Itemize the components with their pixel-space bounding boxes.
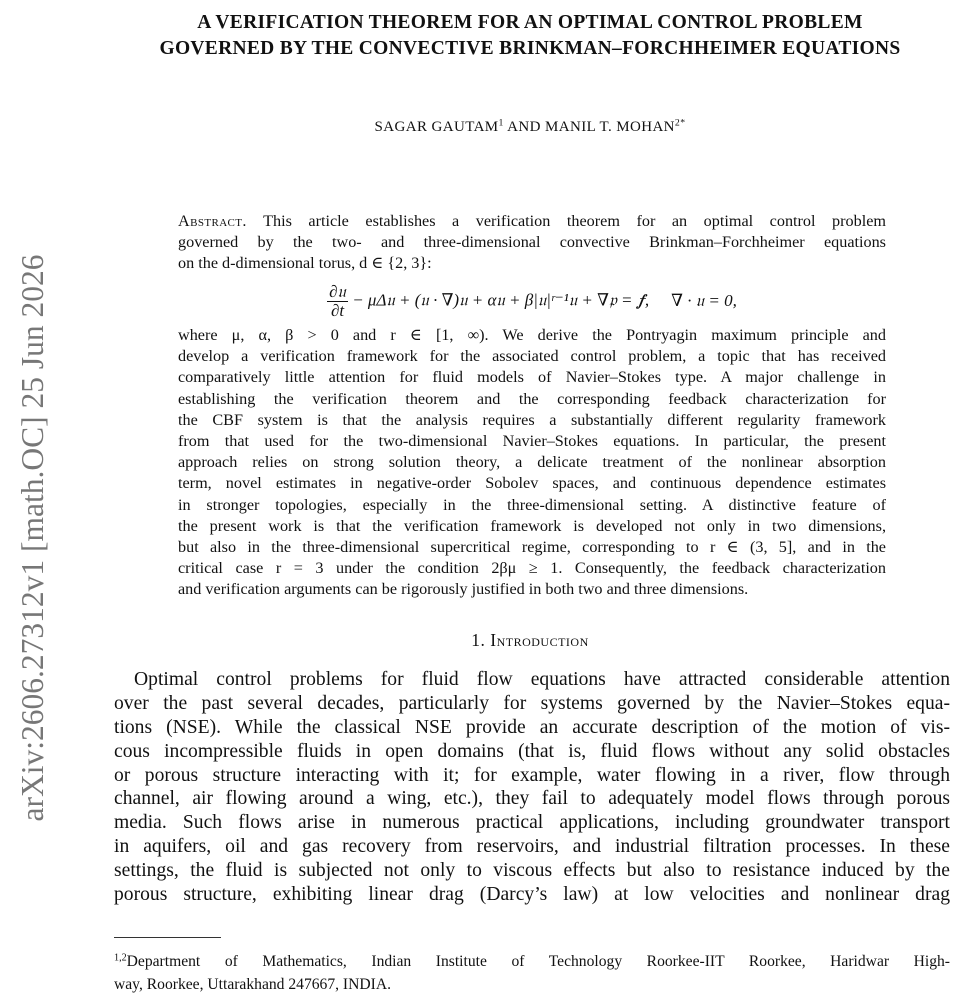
section-number: 1. bbox=[471, 630, 486, 650]
abstract-line: comparatively little attention for fluid models of Navier–Stokes type. A major challenge in bbox=[178, 368, 886, 387]
arxiv-identifier-text: arXiv:2606.27312v1 [math.OC] 25 Jun 2026 bbox=[15, 254, 50, 821]
arxiv-identifier-stamp bbox=[15, 205, 50, 870]
abstract-line: but also in the three-dimensional supercritical regime, corresponding to r ∈ (3, 5], and in the bbox=[178, 537, 886, 556]
affiliation-footnote bbox=[114, 950, 950, 996]
abstract-line: the present work is that the verification framework is developed not only in two dimensions, bbox=[178, 516, 886, 535]
abstract-line bbox=[178, 211, 886, 232]
introduction-paragraph bbox=[114, 668, 950, 907]
author-line bbox=[100, 119, 960, 136]
abstract-body bbox=[178, 325, 886, 600]
footnote-line bbox=[114, 950, 950, 973]
author-2-affiliation-marker: 2* bbox=[674, 117, 686, 129]
abstract-heading: Abstract. bbox=[178, 212, 247, 230]
abstract-line: critical case r = 3 under the condition 2βμ ≥ 1. Consequently, the feedback characterization bbox=[178, 559, 886, 578]
author-1-affiliation-marker: 1 bbox=[498, 117, 504, 129]
fraction-denominator: ∂t bbox=[330, 300, 345, 320]
footnote-separator bbox=[114, 937, 221, 938]
body-line: cous incompressible fluids in open domains (that is, fluid flows without any solid obstacles bbox=[114, 740, 950, 762]
abstract-line: and verification arguments can be rigorously justified in both two and three dimensions. bbox=[178, 580, 749, 599]
cropped-footnote-line bbox=[114, 994, 894, 1000]
cbf-equation bbox=[178, 281, 886, 321]
body-line: channel, air flowing around a wing, etc.), they fail to adequately model flows through porous bbox=[114, 788, 950, 810]
footnote-line: way, Roorkee, Uttarakhand 247667, INDIA. bbox=[114, 976, 392, 993]
abstract-line: the CBF system is that the analysis requires a substantially different regularity framework bbox=[178, 410, 886, 429]
body-line: over the past several decades, particularly for systems governed by the Navier–Stokes equa- bbox=[114, 692, 950, 714]
cbf-equation-terms: − μΔ𝔲 + (𝔲 · ∇)𝔲 + α𝔲 + β|𝔲|ʳ⁻¹𝔲 + ∇𝔭 = 𝒇, bbox=[352, 289, 650, 309]
author-conjunction: AND bbox=[507, 119, 541, 135]
abstract-line: from that used for the two-dimensional Navier–Stokes equations. In particular, the present bbox=[178, 431, 886, 450]
body-line: or porous structure interacting with it; for example, water flowing in a river, flow through bbox=[114, 764, 950, 786]
body-line: media. Such flows arise in numerous practical applications, including groundwater transport bbox=[114, 812, 950, 834]
paper-title-line-1: A VERIFICATION THEOREM FOR AN OPTIMAL CONTROL PROBLEM bbox=[197, 12, 863, 33]
abstract-line: establishing the verification theorem and the corresponding feedback characterization for bbox=[178, 389, 886, 408]
footnote-text: Department of Mathematics, Indian Institute of Technology Roorkee-IIT Roorkee, Haridwar High- bbox=[126, 953, 950, 970]
author-name-2: MANIL T. MOHAN bbox=[545, 119, 675, 135]
section-title: Introduction bbox=[490, 630, 589, 650]
paper-title-line-2: GOVERNED BY THE CONVECTIVE BRINKMAN–FORCHHEIMER EQUATIONS bbox=[159, 38, 901, 59]
abstract-line: on the d-dimensional torus, d ∈ {2, 3}: bbox=[178, 254, 432, 273]
body-line: settings, the fluid is subjected not only to viscous effects but also to resistance induced by the bbox=[114, 860, 950, 882]
divergence-constraint: ∇ · 𝔲 = 0, bbox=[671, 291, 737, 310]
author-name-1: SAGAR GAUTAM bbox=[374, 119, 499, 135]
body-line: in aquifers, oil and gas recovery from reservoirs, and industrial filtration processes. In these bbox=[114, 836, 950, 858]
abstract-line: develop a verification framework for the associated control problem, a topic that has received bbox=[178, 347, 886, 366]
body-line: Optimal control problems for fluid flow equations have attracted considerable attention bbox=[134, 669, 950, 690]
section-heading-introduction bbox=[100, 630, 960, 651]
abstract-intro bbox=[178, 211, 886, 275]
body-line: tions (NSE). While the classical NSE provide an accurate description of the motion of vis- bbox=[114, 716, 950, 738]
body-line: porous structure, exhibiting linear drag (Darcy’s law) at low velocities and nonlinear drag bbox=[114, 884, 950, 906]
abstract-line: in stronger topologies, especially in the three-dimensional setting. A distinctive feature of bbox=[178, 495, 886, 514]
abstract-line: approach relies on strong solution theory, a delicate treatment of the nonlinear absorption bbox=[178, 453, 886, 472]
abstract-first-line-text: This article establishes a verification theorem for an optimal control problem bbox=[263, 212, 886, 230]
footnote-marker: 1,2 bbox=[114, 952, 127, 964]
abstract-line: term, novel estimates in negative-order Sobolev spaces, and continuous dependence estimates bbox=[178, 474, 886, 493]
time-derivative-fraction bbox=[327, 283, 348, 320]
abstract-line: governed by the two- and three-dimensional convective Brinkman–Forchheimer equations bbox=[178, 233, 886, 252]
cbf-equation-main bbox=[327, 283, 649, 320]
fraction-numerator: ∂𝔲 bbox=[329, 281, 346, 301]
abstract-line: where μ, α, β > 0 and r ∈ [1, ∞). We derive the Pontryagin maximum principle and bbox=[178, 326, 886, 344]
